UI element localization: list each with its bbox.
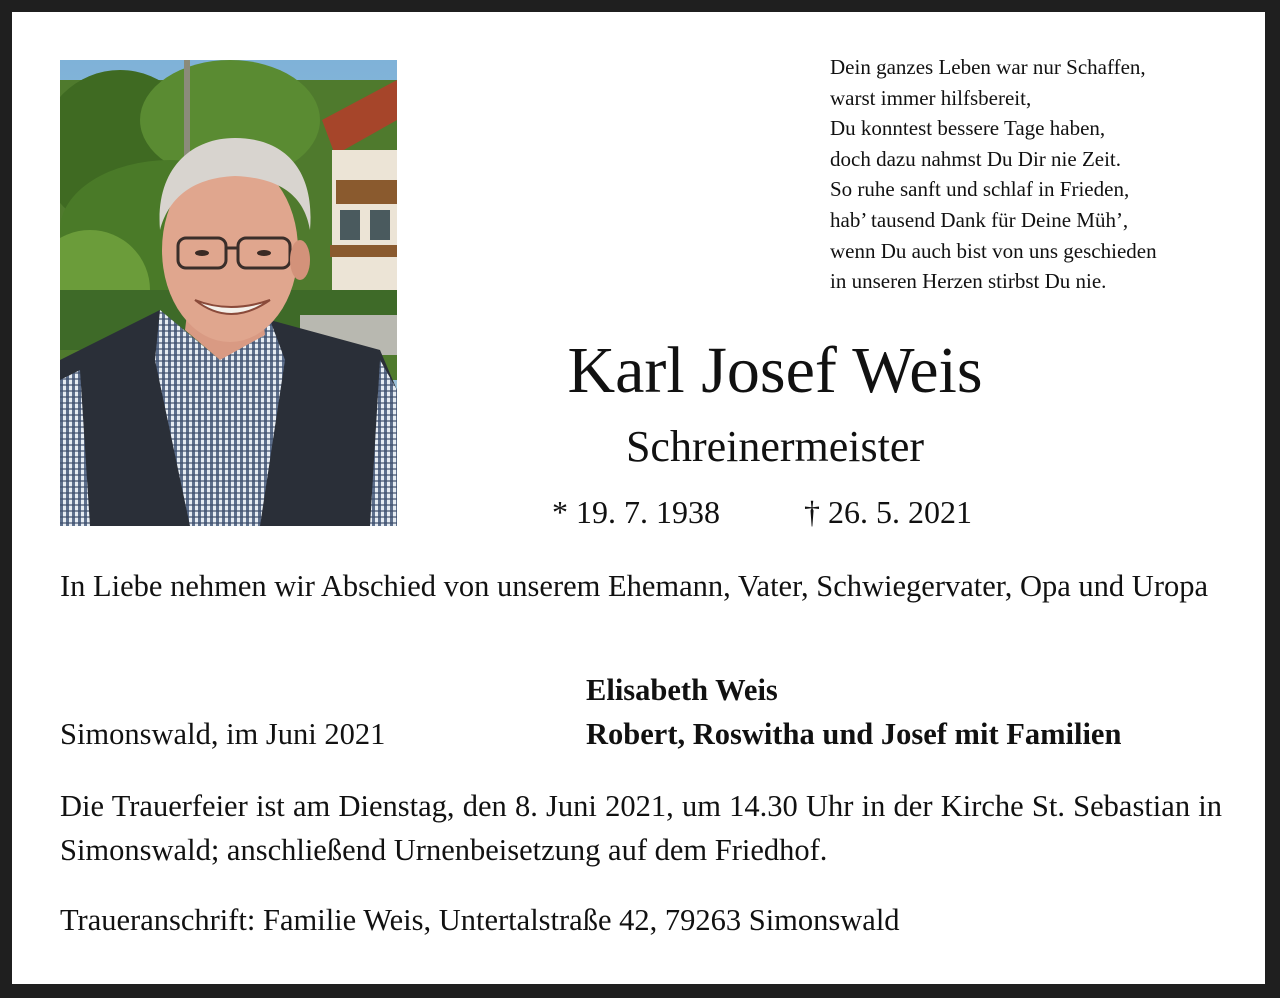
farewell-text: In Liebe nehmen wir Abschied von unserem Ehemann, Vater, Schwiegervater, Opa und Uropa [60,569,1209,603]
deceased-name: Karl Josef Weis [567,334,983,407]
poem-line: hab’ tausend Dank für Deine Müh’, [830,207,1129,232]
poem-line: Dein ganzes Leben war nur Schaffen, [830,55,1146,79]
death-date: † 26. 5. 2021 [804,494,972,530]
mourning-address: Traueranschrift: Familie Weis, Untertalstraße 42, 79263 Simonswald [60,903,900,937]
poem-line: So ruhe sanft und schlaf in Frieden, [830,177,1130,202]
poem [830,52,1260,297]
birth-date: * 19. 7. 1938 [552,494,720,530]
place-and-date: Simonswald, im Juni 2021 [60,717,386,751]
poem-line: wenn Du auch bist von uns geschieden [830,238,1157,263]
mourners-list [586,668,1121,756]
obituary-card [12,12,1265,984]
deceased-profession: Schreinermeister [625,422,925,471]
portrait-image [60,60,397,526]
poem-line: Du konntest bessere Tage haben, [830,116,1106,141]
portrait-photo [60,60,397,526]
poem-line: warst immer hilfsbereit, [830,85,1032,110]
mourner-name: Robert, Roswitha und Josef mit Familien [586,717,1122,751]
poem-line: in unseren Herzen stirbst Du nie. [830,269,1107,294]
mourner-name: Elisabeth Weis [586,673,778,707]
funeral-info: Die Trauerfeier ist am Dienstag, den 8. Juni 2021, um 14.30 Uhr in der Kirche St. Sebastian in Simonswald; anschließend Urnenbeisetzung auf dem Friedhof. [60,789,1222,867]
poem-line: doch dazu nahmst Du Dir nie Zeit. [830,146,1122,171]
